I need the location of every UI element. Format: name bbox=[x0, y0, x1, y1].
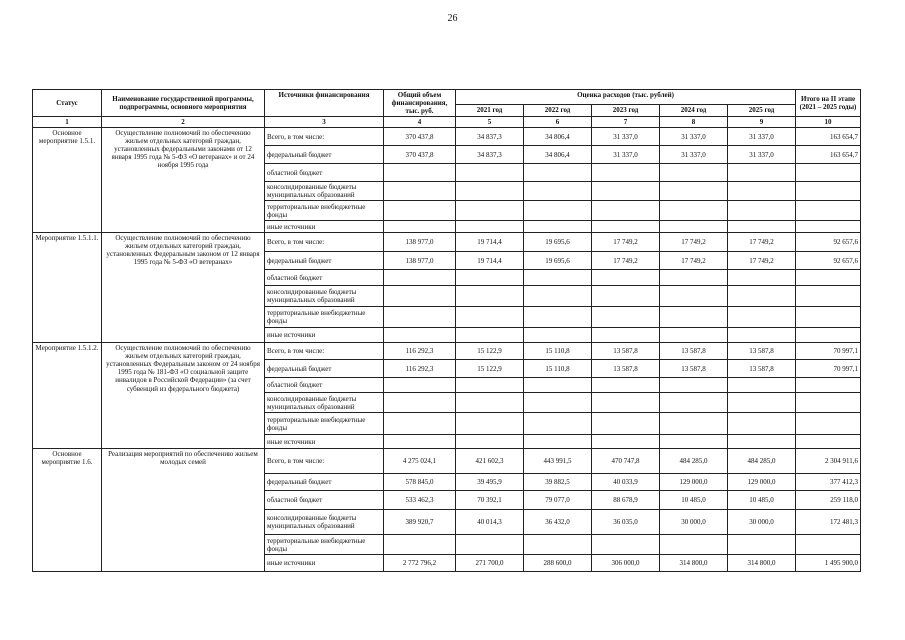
year-value bbox=[456, 535, 524, 555]
header-sources: Источники финансирования bbox=[265, 90, 384, 117]
year-value: 129 000,0 bbox=[660, 474, 728, 491]
year-value bbox=[660, 535, 728, 555]
header-year-2025: 2025 год bbox=[728, 104, 796, 116]
year-value bbox=[660, 393, 728, 413]
year-value: 13 587,8 bbox=[728, 343, 796, 360]
funding-source: консолидированные бюджеты муниципальных образований bbox=[265, 393, 384, 413]
year-value bbox=[728, 378, 796, 393]
year-value bbox=[524, 535, 592, 555]
year-value bbox=[660, 307, 728, 328]
year-value bbox=[660, 286, 728, 307]
year-value bbox=[728, 393, 796, 413]
total-value: 2 772 796,2 bbox=[384, 555, 456, 572]
header-name: Наименование государственной программы, подпрограммы, основного мероприятия bbox=[102, 90, 265, 117]
year-value bbox=[592, 286, 660, 307]
year-value: 17 749,2 bbox=[660, 233, 728, 252]
total-value bbox=[384, 413, 456, 435]
stage-total-value bbox=[796, 393, 861, 413]
year-value bbox=[524, 378, 592, 393]
total-value bbox=[384, 393, 456, 413]
year-value: 19 714,4 bbox=[456, 252, 524, 270]
stage-total-value bbox=[796, 286, 861, 307]
funding-source: иные источники bbox=[265, 221, 384, 233]
year-value: 484 285,0 bbox=[660, 449, 728, 474]
year-value bbox=[456, 201, 524, 221]
year-value: 13 587,8 bbox=[592, 360, 660, 378]
year-value: 470 747,8 bbox=[592, 449, 660, 474]
year-value: 10 485,0 bbox=[728, 491, 796, 510]
stage-total-value: 70 997,1 bbox=[796, 360, 861, 378]
stage-total-value bbox=[796, 328, 861, 343]
year-value bbox=[524, 221, 592, 233]
header-year-2023: 2023 год bbox=[592, 104, 660, 116]
year-value: 31 337,0 bbox=[728, 146, 796, 164]
year-value bbox=[728, 307, 796, 328]
table-row bbox=[33, 128, 861, 146]
year-value bbox=[728, 328, 796, 343]
year-value bbox=[592, 307, 660, 328]
year-value: 79 077,0 bbox=[524, 491, 592, 510]
col-number: 1 bbox=[33, 117, 102, 128]
year-value: 31 337,0 bbox=[728, 128, 796, 146]
year-value bbox=[524, 328, 592, 343]
year-value bbox=[524, 164, 592, 182]
row-name: Реализация мероприятий по обеспечению жильем молодых семей bbox=[102, 449, 265, 572]
year-value: 31 337,0 bbox=[660, 128, 728, 146]
year-value: 40 033,9 bbox=[592, 474, 660, 491]
funding-source: Всего, в том числе: bbox=[265, 343, 384, 360]
table-row bbox=[33, 233, 861, 252]
year-value bbox=[456, 328, 524, 343]
year-value bbox=[592, 201, 660, 221]
stage-total-value bbox=[796, 413, 861, 435]
year-value bbox=[524, 435, 592, 449]
total-value bbox=[384, 328, 456, 343]
year-value: 17 749,2 bbox=[660, 252, 728, 270]
year-value bbox=[728, 221, 796, 233]
year-value: 17 749,2 bbox=[592, 252, 660, 270]
year-value: 31 337,0 bbox=[592, 128, 660, 146]
year-value bbox=[524, 201, 592, 221]
year-value: 34 806,4 bbox=[524, 146, 592, 164]
year-value: 129 000,0 bbox=[728, 474, 796, 491]
year-value bbox=[456, 221, 524, 233]
year-value bbox=[456, 435, 524, 449]
row-name: Осуществление полномочий по обеспечению жильем отдельных категорий граждан, установленных Федеральным законом от 12 января 1995 года № 5-ФЗ «О ветеранах» bbox=[102, 233, 265, 343]
column-number-row bbox=[33, 117, 861, 128]
row-status: Мероприятие 1.5.1.1. bbox=[33, 233, 102, 343]
stage-total-value: 1 495 900,0 bbox=[796, 555, 861, 572]
year-value: 19 714,4 bbox=[456, 233, 524, 252]
year-value: 39 495,9 bbox=[456, 474, 524, 491]
year-value bbox=[456, 393, 524, 413]
header-year-2022: 2022 год bbox=[524, 104, 592, 116]
year-value bbox=[456, 286, 524, 307]
stage-total-value: 172 481,3 bbox=[796, 510, 861, 535]
stage-total-value: 163 654,7 bbox=[796, 146, 861, 164]
year-value bbox=[660, 435, 728, 449]
funding-source: консолидированные бюджеты муниципальных образований bbox=[265, 510, 384, 535]
year-value: 288 600,0 bbox=[524, 555, 592, 572]
col-number: 4 bbox=[384, 117, 456, 128]
year-value bbox=[592, 393, 660, 413]
total-value: 533 462,3 bbox=[384, 491, 456, 510]
year-value bbox=[456, 270, 524, 286]
table-row bbox=[33, 449, 861, 474]
stage-total-value: 377 412,3 bbox=[796, 474, 861, 491]
year-value: 15 110,8 bbox=[524, 360, 592, 378]
funding-source: территориальные внебюджетные фонды bbox=[265, 201, 384, 221]
total-value: 370 437,8 bbox=[384, 128, 456, 146]
funding-source: Всего, в том числе: bbox=[265, 449, 384, 474]
year-value: 19 695,6 bbox=[524, 233, 592, 252]
year-value bbox=[592, 413, 660, 435]
year-value bbox=[524, 286, 592, 307]
year-value: 13 587,8 bbox=[660, 343, 728, 360]
year-value bbox=[728, 182, 796, 201]
year-value bbox=[456, 378, 524, 393]
row-name: Осуществление полномочий по обеспечению жильем отдельных категорий граждан, установленных федеральными законами от 12 января 1995 года № 5-ФЗ «О ветеранах» и от 24 ноября 1995 года bbox=[102, 128, 265, 233]
stage-total-value: 259 118,0 bbox=[796, 491, 861, 510]
total-value bbox=[384, 535, 456, 555]
row-status: Основное мероприятие 1.6. bbox=[33, 449, 102, 572]
year-value bbox=[660, 201, 728, 221]
col-number: 3 bbox=[265, 117, 384, 128]
year-value: 443 991,5 bbox=[524, 449, 592, 474]
year-value: 13 587,8 bbox=[728, 360, 796, 378]
stage-total-value bbox=[796, 182, 861, 201]
total-value: 138 977,0 bbox=[384, 252, 456, 270]
funding-source: иные источники bbox=[265, 328, 384, 343]
year-value bbox=[524, 270, 592, 286]
col-number: 10 bbox=[796, 117, 861, 128]
year-value: 13 587,8 bbox=[592, 343, 660, 360]
year-value: 40 014,3 bbox=[456, 510, 524, 535]
year-value bbox=[728, 164, 796, 182]
col-number: 6 bbox=[524, 117, 592, 128]
funding-source: Всего, в том числе: bbox=[265, 233, 384, 252]
year-value bbox=[592, 328, 660, 343]
financing-table bbox=[32, 89, 861, 572]
row-name: Осуществление полномочий по обеспечению жильем отдельных категорий граждан, установленных Федеральным законом от 24 ноября 1995 года № 181-ФЗ «О социальной защите инвалидов в Российской Федерации» (за счет субвенций из федерального бюджета) bbox=[102, 343, 265, 449]
funding-source: федеральный бюджет bbox=[265, 474, 384, 491]
year-value: 30 000,0 bbox=[728, 510, 796, 535]
year-value bbox=[728, 201, 796, 221]
year-value: 10 485,0 bbox=[660, 491, 728, 510]
funding-source: консолидированные бюджеты муниципальных образований bbox=[265, 286, 384, 307]
funding-source: иные источники bbox=[265, 555, 384, 572]
year-value bbox=[456, 307, 524, 328]
header-year-2021: 2021 год bbox=[456, 104, 524, 116]
funding-source: Всего, в том числе: bbox=[265, 128, 384, 146]
year-value: 36 432,0 bbox=[524, 510, 592, 535]
year-value: 314 800,0 bbox=[728, 555, 796, 572]
year-value bbox=[592, 164, 660, 182]
year-value bbox=[728, 435, 796, 449]
total-value bbox=[384, 201, 456, 221]
total-value: 389 920,7 bbox=[384, 510, 456, 535]
year-value bbox=[728, 270, 796, 286]
year-value: 39 882,5 bbox=[524, 474, 592, 491]
year-value: 34 837,3 bbox=[456, 128, 524, 146]
year-value: 314 800,0 bbox=[660, 555, 728, 572]
total-value: 138 977,0 bbox=[384, 233, 456, 252]
year-value bbox=[660, 328, 728, 343]
stage-total-value: 163 654,7 bbox=[796, 128, 861, 146]
header-year-2024: 2024 год bbox=[660, 104, 728, 116]
total-value: 116 292,3 bbox=[384, 343, 456, 360]
total-value bbox=[384, 221, 456, 233]
year-value: 15 122,9 bbox=[456, 343, 524, 360]
year-value: 17 749,2 bbox=[592, 233, 660, 252]
funding-source: территориальные внебюджетные фонды bbox=[265, 307, 384, 328]
year-value: 34 806,4 bbox=[524, 128, 592, 146]
funding-source: федеральный бюджет bbox=[265, 360, 384, 378]
header-stage-total: Итого на II этапе (2021 – 2025 годы) bbox=[796, 90, 861, 117]
funding-source: иные источники bbox=[265, 435, 384, 449]
total-value bbox=[384, 270, 456, 286]
year-value: 17 749,2 bbox=[728, 252, 796, 270]
year-value bbox=[592, 182, 660, 201]
col-number: 9 bbox=[728, 117, 796, 128]
year-value bbox=[592, 535, 660, 555]
year-value bbox=[592, 378, 660, 393]
year-value bbox=[524, 307, 592, 328]
header-total: Общий объем финансирования, тыс. руб. bbox=[384, 90, 456, 117]
stage-total-value: 92 657,6 bbox=[796, 233, 861, 252]
year-value bbox=[592, 221, 660, 233]
year-value bbox=[728, 286, 796, 307]
funding-source: территориальные внебюджетные фонды bbox=[265, 535, 384, 555]
year-value bbox=[660, 270, 728, 286]
year-value bbox=[660, 182, 728, 201]
year-value bbox=[592, 435, 660, 449]
year-value bbox=[524, 393, 592, 413]
year-value bbox=[592, 270, 660, 286]
year-value bbox=[728, 413, 796, 435]
year-value bbox=[456, 164, 524, 182]
col-number: 8 bbox=[660, 117, 728, 128]
header-status: Статус bbox=[33, 90, 102, 117]
funding-source: областной бюджет bbox=[265, 164, 384, 182]
stage-total-value bbox=[796, 307, 861, 328]
total-value: 370 437,8 bbox=[384, 146, 456, 164]
row-status: Мероприятие 1.5.1.2. bbox=[33, 343, 102, 449]
table-body bbox=[33, 128, 861, 572]
col-number: 7 bbox=[592, 117, 660, 128]
total-value bbox=[384, 307, 456, 328]
funding-source: федеральный бюджет bbox=[265, 146, 384, 164]
total-value bbox=[384, 435, 456, 449]
total-value bbox=[384, 286, 456, 307]
stage-total-value bbox=[796, 201, 861, 221]
year-value: 31 337,0 bbox=[660, 146, 728, 164]
funding-source: территориальные внебюджетные фонды bbox=[265, 413, 384, 435]
year-value: 15 110,8 bbox=[524, 343, 592, 360]
stage-total-value bbox=[796, 221, 861, 233]
year-value: 30 000,0 bbox=[660, 510, 728, 535]
year-value: 19 695,6 bbox=[524, 252, 592, 270]
stage-total-value: 2 304 911,6 bbox=[796, 449, 861, 474]
year-value: 17 749,2 bbox=[728, 233, 796, 252]
total-value: 4 275 024,1 bbox=[384, 449, 456, 474]
year-value bbox=[524, 182, 592, 201]
year-value bbox=[660, 413, 728, 435]
year-value bbox=[456, 413, 524, 435]
year-value bbox=[660, 164, 728, 182]
stage-total-value bbox=[796, 270, 861, 286]
year-value: 13 587,8 bbox=[660, 360, 728, 378]
year-value: 484 285,0 bbox=[728, 449, 796, 474]
year-value bbox=[660, 221, 728, 233]
year-value bbox=[524, 413, 592, 435]
funding-source: федеральный бюджет bbox=[265, 252, 384, 270]
stage-total-value: 70 997,1 bbox=[796, 343, 861, 360]
funding-source: областной бюджет bbox=[265, 378, 384, 393]
funding-source: консолидированные бюджеты муниципальных образований bbox=[265, 182, 384, 201]
year-value bbox=[660, 378, 728, 393]
total-value bbox=[384, 378, 456, 393]
row-status: Основное мероприятие 1.5.1. bbox=[33, 128, 102, 233]
year-value bbox=[728, 535, 796, 555]
year-value bbox=[456, 182, 524, 201]
funding-source: областной бюджет bbox=[265, 491, 384, 510]
funding-source: областной бюджет bbox=[265, 270, 384, 286]
stage-total-value: 92 657,6 bbox=[796, 252, 861, 270]
year-value: 15 122,9 bbox=[456, 360, 524, 378]
total-value: 116 292,3 bbox=[384, 360, 456, 378]
year-value: 306 000,0 bbox=[592, 555, 660, 572]
stage-total-value bbox=[796, 435, 861, 449]
total-value bbox=[384, 182, 456, 201]
year-value: 31 337,0 bbox=[592, 146, 660, 164]
stage-total-value bbox=[796, 378, 861, 393]
header-estimate: Оценка расходов (тыс. рублей) bbox=[456, 90, 796, 105]
stage-total-value bbox=[796, 164, 861, 182]
year-value: 70 392,1 bbox=[456, 491, 524, 510]
year-value: 34 837,3 bbox=[456, 146, 524, 164]
total-value: 578 845,0 bbox=[384, 474, 456, 491]
col-number: 5 bbox=[456, 117, 524, 128]
year-value: 88 678,9 bbox=[592, 491, 660, 510]
col-number: 2 bbox=[102, 117, 265, 128]
year-value: 421 602,3 bbox=[456, 449, 524, 474]
table-row bbox=[33, 343, 861, 360]
year-value: 271 700,0 bbox=[456, 555, 524, 572]
total-value bbox=[384, 164, 456, 182]
page-number: 26 bbox=[447, 13, 458, 24]
year-value: 36 035,0 bbox=[592, 510, 660, 535]
stage-total-value bbox=[796, 535, 861, 555]
